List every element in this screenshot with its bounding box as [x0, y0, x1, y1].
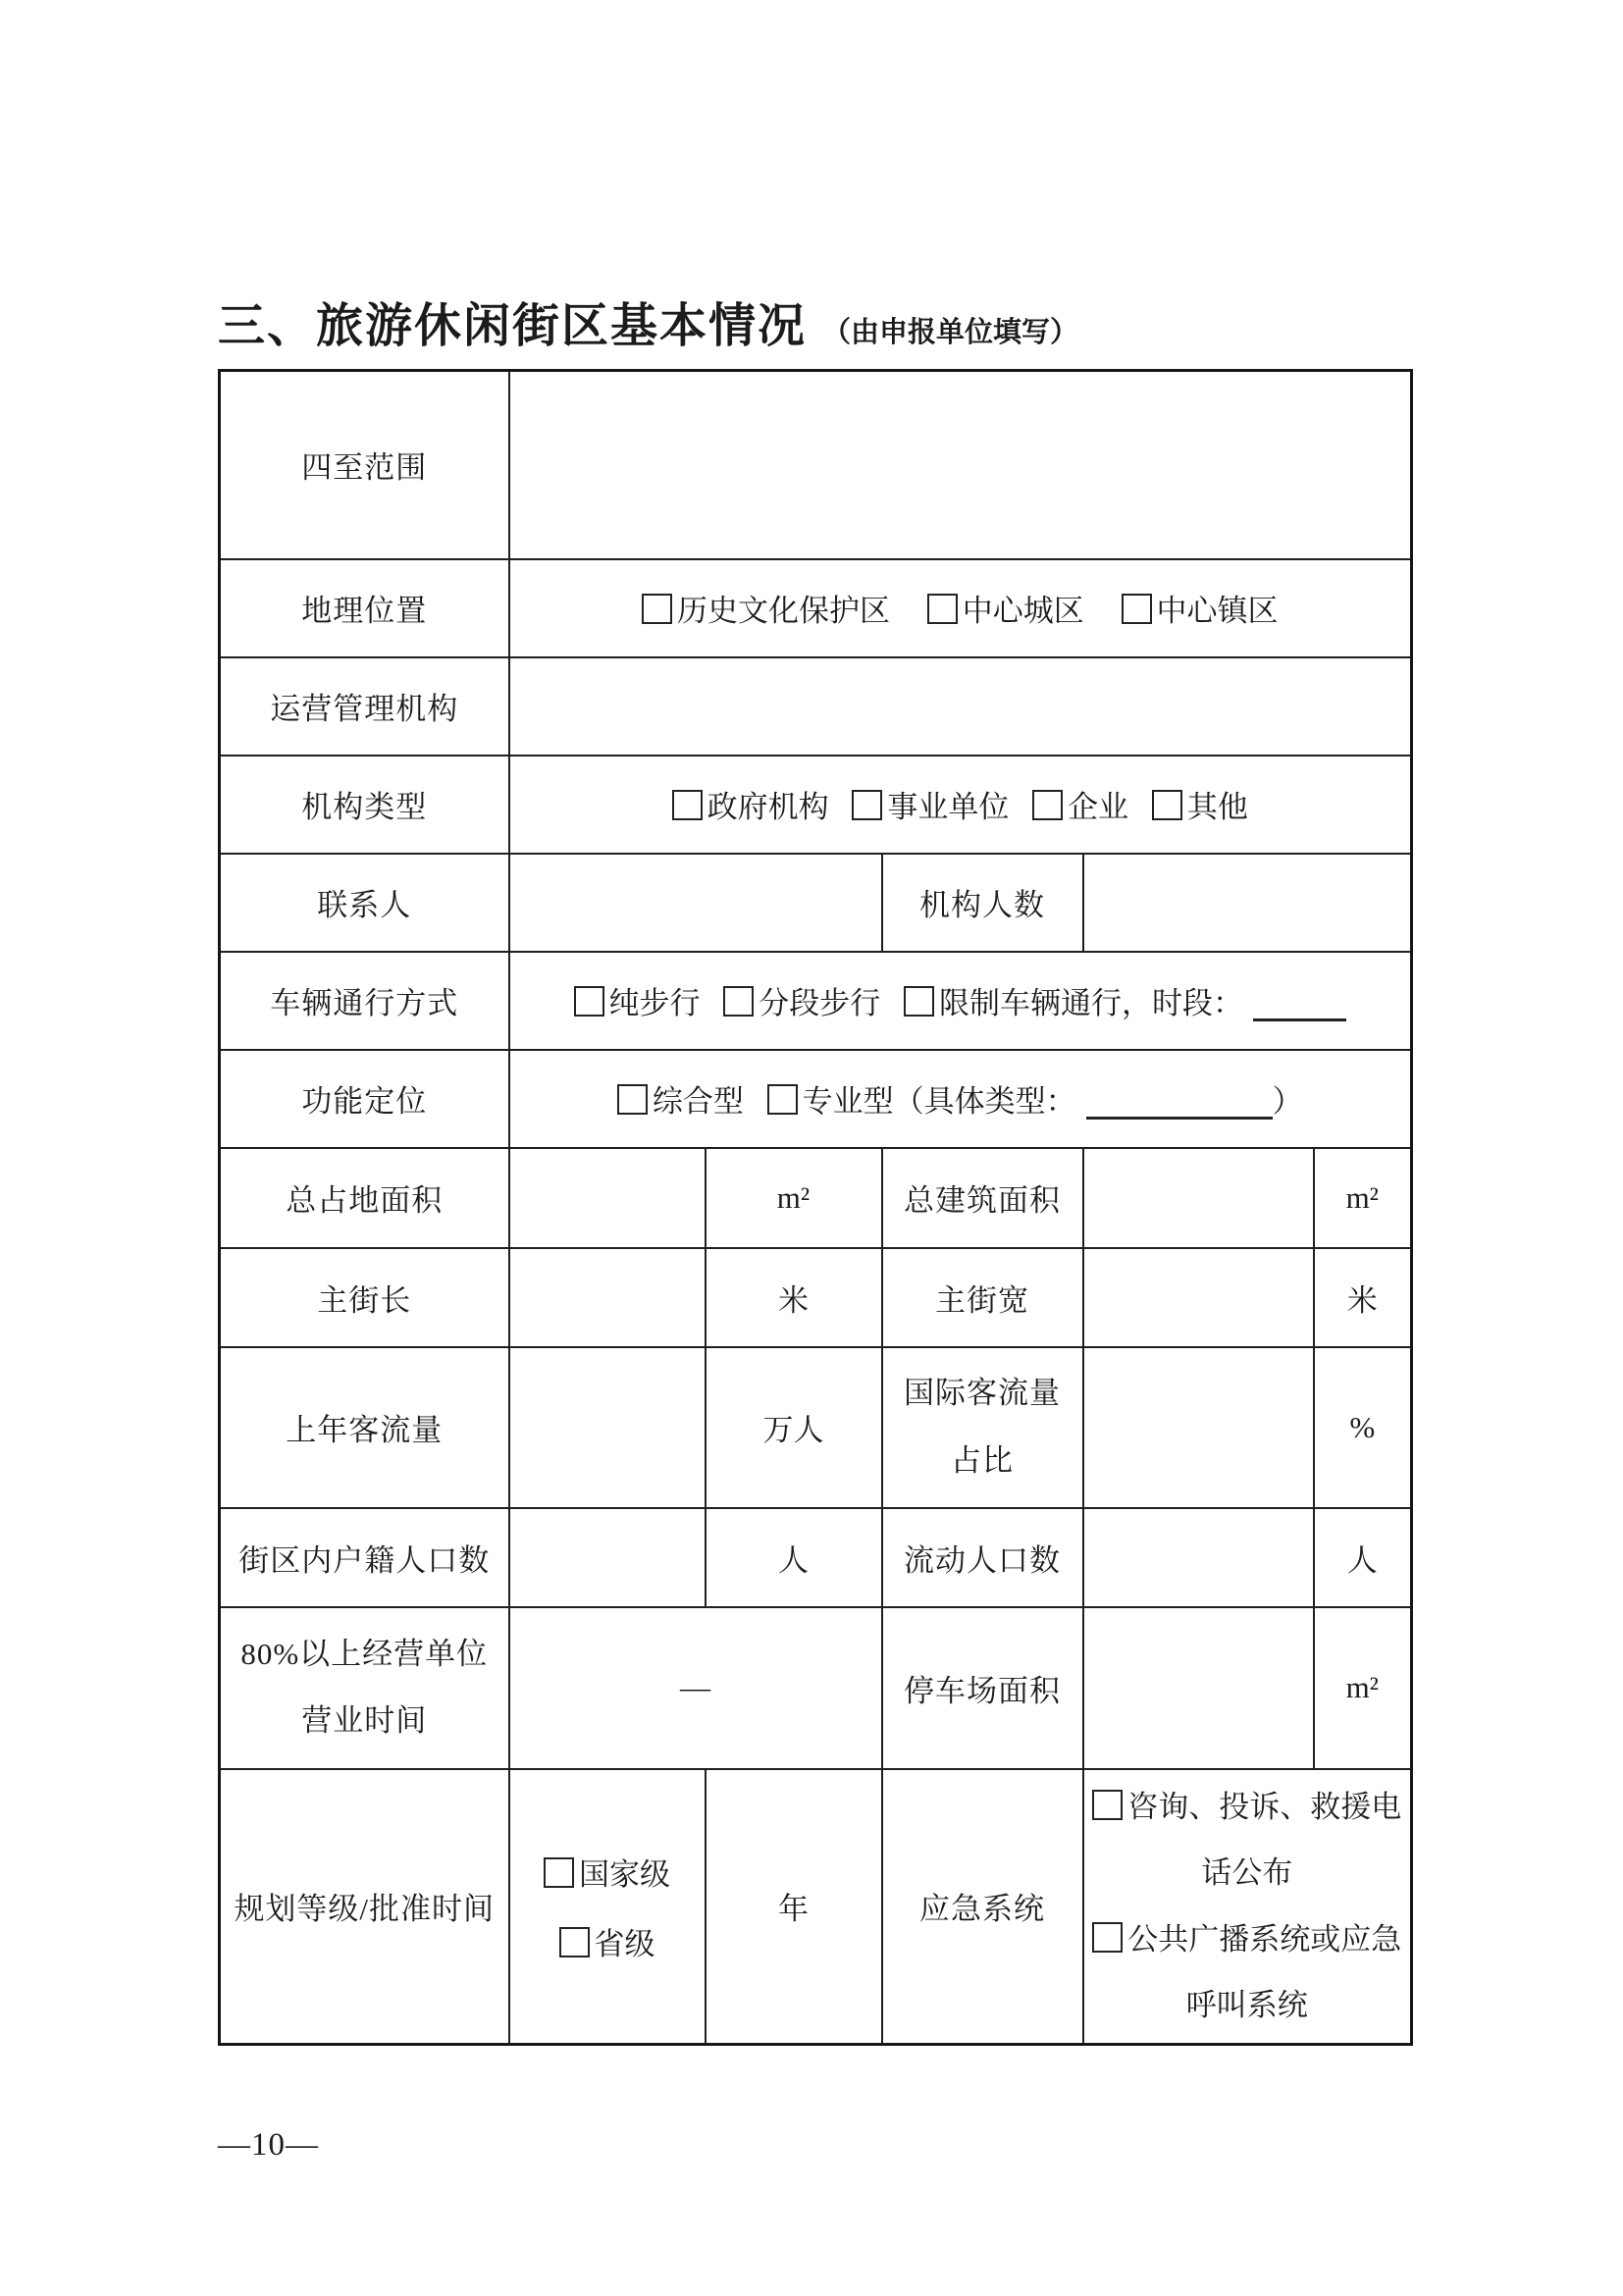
location-label: 地理位置 [220, 559, 509, 657]
function-type-options-cell [509, 1050, 1412, 1148]
emergency-option: 公共广播系统或应急呼叫系统 [1092, 1906, 1403, 2039]
blank-line [1253, 988, 1346, 1021]
parking-area-unit: m² [1314, 1607, 1412, 1769]
land-area-unit: m² [706, 1148, 882, 1248]
checkbox-icon [1092, 1790, 1123, 1820]
staff-count-label: 机构人数 [882, 854, 1083, 952]
checkbox-icon [1152, 790, 1182, 820]
function-type-option: 专业型（具体类型： ） [767, 1076, 1303, 1121]
floating-pop-label: 流动人口数 [882, 1508, 1083, 1607]
intl-ratio-label: 国际客流量 占比 [882, 1347, 1083, 1508]
table-row [220, 952, 1412, 1050]
org-type-option: 政府机构 [672, 782, 829, 826]
intl-ratio-value-cell [1083, 1347, 1314, 1508]
org-type-options-cell [509, 756, 1412, 854]
checkbox-icon [927, 594, 958, 624]
visitors-label: 上年客流量 [220, 1347, 509, 1508]
contact-value-cell [509, 854, 882, 952]
building-area-value-cell [1083, 1148, 1314, 1248]
page-number: —10— [218, 2127, 319, 2163]
section-title-row [218, 287, 1078, 355]
traffic-option: 分段步行 [723, 978, 880, 1022]
land-area-label: 总占地面积 [220, 1148, 509, 1248]
planning-options-cell [509, 1769, 706, 2045]
building-area-unit: m² [1314, 1148, 1412, 1248]
planning-option: 省级 [518, 1919, 697, 1963]
table-row [220, 657, 1412, 756]
emergency-label: 应急系统 [882, 1769, 1083, 2045]
boundary-value-cell [509, 371, 1412, 559]
street-width-value-cell [1083, 1248, 1314, 1347]
table-row [220, 371, 1412, 559]
planning-label: 规划等级/批准时间 [220, 1769, 509, 2045]
function-type-label: 功能定位 [220, 1050, 509, 1148]
function-type-option: 综合型 [617, 1076, 744, 1121]
street-length-label: 主街长 [220, 1248, 509, 1347]
visitors-unit: 万人 [706, 1347, 882, 1508]
table-row [220, 559, 1412, 657]
table-row [220, 1050, 1412, 1148]
registered-pop-value-cell [509, 1508, 706, 1607]
org-type-option: 其他 [1152, 782, 1248, 826]
org-type-label: 机构类型 [220, 756, 509, 854]
registered-pop-label: 街区内户籍人口数 [220, 1508, 509, 1607]
traffic-label: 车辆通行方式 [220, 952, 509, 1050]
checkbox-icon [617, 1084, 648, 1115]
checkbox-icon [672, 790, 703, 820]
planning-option: 国家级 [518, 1850, 697, 1894]
checkbox-icon [642, 594, 672, 624]
checkbox-icon [559, 1927, 590, 1957]
checkbox-icon [1032, 790, 1063, 820]
table-row [220, 1248, 1412, 1347]
operator-label: 运营管理机构 [220, 657, 509, 756]
checkbox-icon [852, 790, 882, 820]
location-option: 历史文化保护区 [642, 586, 890, 630]
staff-count-value-cell [1083, 854, 1412, 952]
traffic-option: 限制车辆通行，时段： [904, 978, 1346, 1022]
blank-line [1086, 1086, 1273, 1120]
page-title-note: （由申报单位填写） [822, 317, 1079, 348]
visitors-value-cell [509, 1347, 706, 1508]
location-option: 中心镇区 [1122, 586, 1279, 630]
location-options-cell [509, 559, 1412, 657]
location-option: 中心城区 [927, 586, 1084, 630]
page-title: 三、旅游休闲街区基本情况 [218, 300, 808, 352]
street-width-unit: 米 [1314, 1248, 1412, 1347]
land-area-value-cell [509, 1148, 706, 1248]
boundary-label: 四至范围 [220, 371, 509, 559]
street-length-value-cell [509, 1248, 706, 1347]
parking-area-label: 停车场面积 [882, 1607, 1083, 1769]
table-row [220, 1769, 1412, 2045]
basic-info-table [218, 369, 1413, 2046]
emergency-option: 咨询、投诉、救援电话公布 [1092, 1774, 1403, 1906]
org-type-option: 事业单位 [852, 782, 1009, 826]
street-length-unit: 米 [706, 1248, 882, 1347]
checkbox-icon [1092, 1922, 1123, 1953]
table-row [220, 1508, 1412, 1607]
table-row [220, 1607, 1412, 1769]
contact-label: 联系人 [220, 854, 509, 952]
emergency-options-cell [1083, 1769, 1412, 2045]
table-row [220, 756, 1412, 854]
operator-value-cell [509, 657, 1412, 756]
traffic-option: 纯步行 [574, 978, 701, 1022]
traffic-options-cell [509, 952, 1412, 1050]
table-row [220, 854, 1412, 952]
business-hours-label: 80%以上经营单位营业时间 [220, 1607, 509, 1769]
checkbox-icon [544, 1857, 574, 1888]
intl-ratio-unit: % [1314, 1347, 1412, 1508]
org-type-option: 企业 [1032, 782, 1128, 826]
checkbox-icon [723, 986, 754, 1017]
checkbox-icon [904, 986, 934, 1017]
checkbox-icon [574, 986, 604, 1017]
checkbox-icon [767, 1084, 798, 1115]
parking-area-value-cell [1083, 1607, 1314, 1769]
building-area-label: 总建筑面积 [882, 1148, 1083, 1248]
checkbox-icon [1122, 594, 1152, 624]
floating-pop-value-cell [1083, 1508, 1314, 1607]
business-hours-value-cell: — [509, 1607, 882, 1769]
registered-pop-unit: 人 [706, 1508, 882, 1607]
table-row [220, 1347, 1412, 1508]
planning-unit: 年 [706, 1769, 882, 2045]
street-width-label: 主街宽 [882, 1248, 1083, 1347]
floating-pop-unit: 人 [1314, 1508, 1412, 1607]
table-row [220, 1148, 1412, 1248]
